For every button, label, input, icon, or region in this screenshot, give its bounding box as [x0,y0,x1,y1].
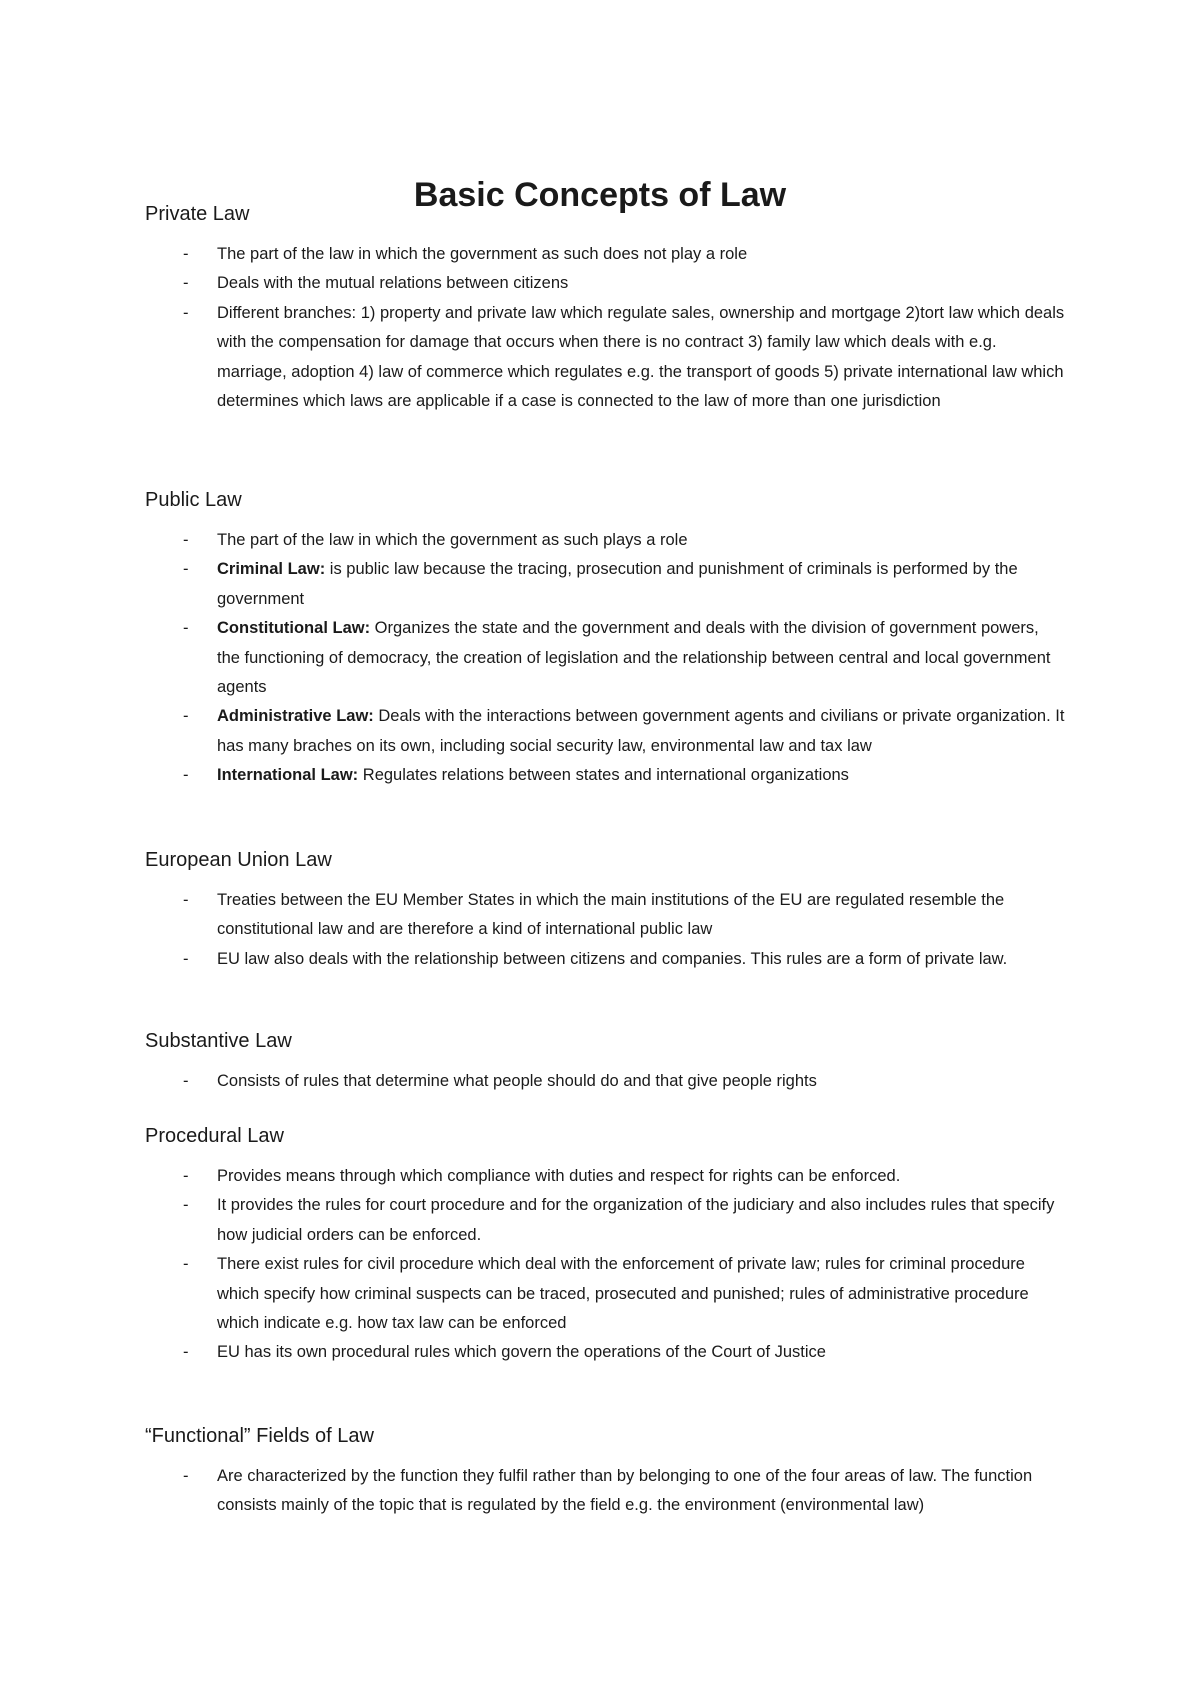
section-heading: Procedural Law [145,1125,284,1147]
item-text: Consists of rules that determine what people should do and that give people rights [217,1072,817,1090]
item-term: International Law: [217,766,359,785]
item-text: Provides means through which compliance with duties and respect for rights can be enforced. [217,1167,901,1185]
list-item [145,1067,1065,1096]
list-item [145,299,1065,417]
item-text: EU has its own procedural rules which govern the operations of the Court of Justice [217,1343,826,1362]
item-term: Constitutional Law: [217,619,371,638]
bullet-list [145,1462,1065,1521]
dash-bullet-icon: - [183,619,189,638]
list-item [145,1462,1065,1521]
item-text: Regulates relations between states and international organizations [358,766,849,785]
section-heading: European Union Law [145,849,332,871]
item-text: Organizes the state and the government and deals with the division of government powers, the functioning of democracy, the creation of legislation and the relationship between central and local government agents [217,619,1051,697]
dash-bullet-icon: - [183,766,189,785]
dash-bullet-icon: - [183,1255,189,1274]
dash-bullet-icon: - [183,707,189,726]
bullet-list [145,526,1065,791]
dash-bullet-icon: - [183,303,189,322]
dash-bullet-icon: - [183,949,189,968]
list-item [145,1338,1065,1367]
section-heading: Substantive Law [145,1030,292,1052]
bullet-list [145,886,1065,974]
list-item [145,1162,1065,1191]
dash-bullet-icon: - [183,1343,189,1362]
item-text: Treaties between the EU Member States in which the main institutions of the EU are regulated resemble the constitutional law and are therefore a kind of international public law [217,891,1005,939]
list-item [145,269,1065,298]
list-item [145,555,1065,614]
item-text: The part of the law in which the government as such does not play a role [217,245,748,263]
item-text: EU law also deals with the relationship between citizens and companies. This rules are a form of private law. [217,949,1008,968]
list-item [145,614,1065,702]
list-item [145,702,1065,761]
dash-bullet-icon: - [183,560,189,579]
list-item [145,1191,1065,1250]
list-item [145,945,1065,974]
item-text: Deals with the mutual relations between citizens [217,274,569,293]
document-title: Basic Concepts of Law [413,175,787,214]
item-text: It provides the rules for court procedure and for the organization of the judiciary and also includes rules that specify how judicial orders can be enforced. [217,1196,1055,1244]
dash-bullet-icon: - [183,245,189,263]
section-private-law [145,200,1065,416]
list-item [145,761,1065,790]
item-text: Deals with the interactions between government agents and civilians or private organization. It has many braches on its own, including social security law, environmental law and tax law [217,707,1065,755]
bullet-list [145,1067,1065,1096]
section-heading: Private Law [145,203,250,225]
section-heading: Public Law [145,489,242,511]
section-european-union-law [145,846,1065,974]
list-item [145,526,1065,555]
item-text: There exist rules for civil procedure which deal with the enforcement of private law; rules for criminal procedure which specify how criminal suspects can be traced, prosecuted and punished; rules of administrative procedure which indicate e.g. how tax law can be enforced [217,1255,1029,1333]
dash-bullet-icon: - [183,1167,189,1185]
item-term: Criminal Law: [217,560,326,579]
dash-bullet-icon: - [183,531,189,549]
dash-bullet-icon: - [183,1072,189,1090]
section-procedural-law [145,1122,1065,1368]
item-term: Administrative Law: [217,707,374,726]
bullet-list [145,1162,1065,1368]
section-functional-fields-of-law [145,1422,1065,1521]
item-text: is public law because the tracing, prosecution and punishment of criminals is performed by the government [217,560,1018,608]
dash-bullet-icon: - [183,891,189,909]
section-heading: “Functional” Fields of Law [145,1425,374,1447]
list-item [145,240,1065,269]
item-text: The part of the law in which the government as such plays a role [217,531,688,549]
list-item [145,1250,1065,1338]
dash-bullet-icon: - [183,274,189,293]
bullet-list [145,240,1065,416]
section-public-law [145,486,1065,791]
dash-bullet-icon: - [183,1467,189,1485]
item-text: Are characterized by the function they fulfil rather than by belonging to one of the four areas of law. The function consists mainly of the topic that is regulated by the field e.g. the environment (environmental law) [217,1467,1033,1515]
dash-bullet-icon: - [183,1196,189,1215]
item-text: Different branches: 1) property and private law which regulate sales, ownership and mortgage 2)tort law which deals with the compensation for damage that occurs when there is no contract 3) family law which deals with e.g. marriage, adoption 4) law of commerce which regulates e.g. the transport of goods 5) private international law which determines which laws are applicable if a case is connected to the law of more than one jurisdiction [217,303,1065,411]
list-item [145,886,1065,945]
section-substantive-law [145,1027,1065,1096]
